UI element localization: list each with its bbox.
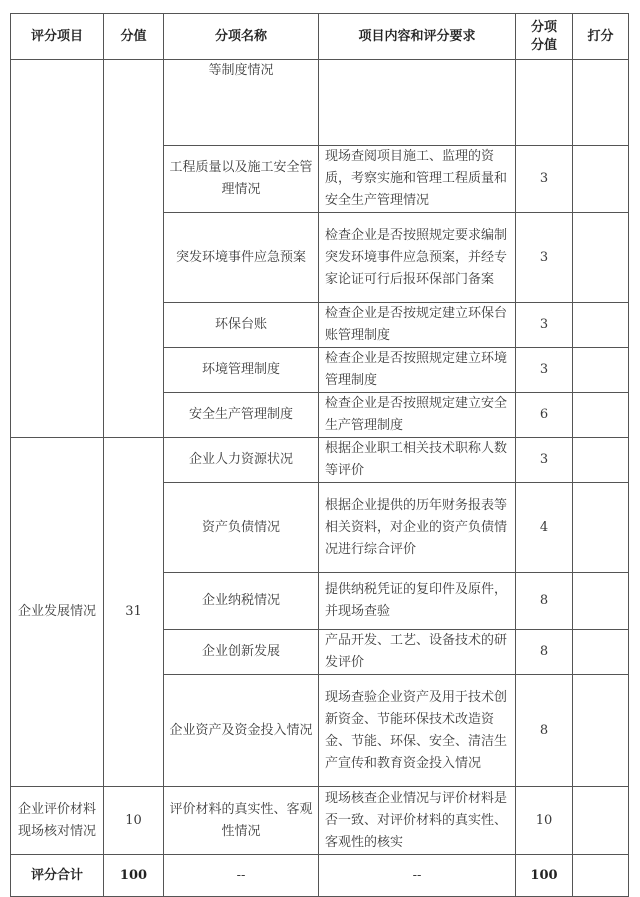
total-item-score: 100	[516, 855, 573, 897]
item-score: 8	[516, 675, 573, 787]
mark-cell[interactable]	[573, 787, 629, 855]
mark-cell[interactable]	[573, 146, 629, 213]
table-row	[11, 787, 629, 855]
header-score: 分值	[104, 14, 164, 60]
item-name: 企业纳税情况	[164, 573, 319, 630]
item-name: 安全生产管理制度	[164, 393, 319, 438]
header-category: 评分项目	[11, 14, 104, 60]
item-score: 3	[516, 213, 573, 303]
table-row	[11, 438, 629, 483]
item-name: 环境管理制度	[164, 348, 319, 393]
item-name: 企业资产及资金投入情况	[164, 675, 319, 787]
category-cell: 企业评价材料现场核对情况	[11, 787, 104, 855]
item-score: 3	[516, 348, 573, 393]
item-name: 资产负债情况	[164, 483, 319, 573]
mark-cell[interactable]	[573, 393, 629, 438]
total-mark-cell[interactable]	[573, 855, 629, 897]
header-item-score: 分项 分值	[516, 14, 573, 60]
mark-cell[interactable]	[573, 348, 629, 393]
header-item-name: 分项名称	[164, 14, 319, 60]
header-row	[11, 14, 629, 60]
item-content: 提供纳税凭证的复印件及原件，并现场查验	[319, 573, 516, 630]
item-name: 评价材料的真实性、客观性情况	[164, 787, 319, 855]
item-name: 企业人力资源状况	[164, 438, 319, 483]
item-score: 8	[516, 630, 573, 675]
total-content: --	[319, 855, 516, 897]
item-score: 3	[516, 303, 573, 348]
item-score: 3	[516, 438, 573, 483]
mark-cell[interactable]	[573, 213, 629, 303]
total-row	[11, 855, 629, 897]
score-cell-continued	[104, 60, 164, 438]
header-mark: 打分	[573, 14, 629, 60]
item-content: 检查企业是否按照规定要求编制突发环境事件应急预案，并经专家论证可行后报环保部门备案	[319, 213, 516, 303]
category-cell-continued	[11, 60, 104, 438]
total-item-name: --	[164, 855, 319, 897]
total-label: 评分合计	[11, 855, 104, 897]
item-content: 检查企业是否按规定建立环保台账管理制度	[319, 303, 516, 348]
item-score: 10	[516, 787, 573, 855]
item-name: 工程质量以及施工安全管理情况	[164, 146, 319, 213]
category-cell: 企业发展情况	[11, 438, 104, 787]
item-content: 根据企业提供的历年财务报表等相关资料，对企业的资产负债情况进行综合评价	[319, 483, 516, 573]
mark-cell[interactable]	[573, 675, 629, 787]
item-name: 企业创新发展	[164, 630, 319, 675]
item-content: 根据企业职工相关技术职称人数等评价	[319, 438, 516, 483]
header-content: 项目内容和评分要求	[319, 14, 516, 60]
item-content: 现场查验企业资产及用于技术创新资金、节能环保技术改造资金、节能、环保、安全、清洁生产宣传和教育资金投入情况	[319, 675, 516, 787]
score-cell: 10	[104, 787, 164, 855]
scoring-table	[10, 13, 629, 897]
item-content: 现场查阅项目施工、监理的资质，考察实施和管理工程质量和安全生产管理情况	[319, 146, 516, 213]
mark-cell[interactable]	[573, 303, 629, 348]
item-score: 8	[516, 573, 573, 630]
item-name: 突发环境事件应急预案	[164, 213, 319, 303]
item-content: 现场核查企业情况与评价材料是否一致、对评价材料的真实性、客观性的核实	[319, 787, 516, 855]
item-score: 4	[516, 483, 573, 573]
item-name: 环保台账	[164, 303, 319, 348]
mark-cell[interactable]	[573, 630, 629, 675]
item-score: 3	[516, 146, 573, 213]
item-content: 检查企业是否按照规定建立环境管理制度	[319, 348, 516, 393]
item-content: 产品开发、工艺、设备技术的研发评价	[319, 630, 516, 675]
table-row	[11, 60, 629, 146]
item-content: 检查企业是否按照规定建立安全生产管理制度	[319, 393, 516, 438]
mark-cell[interactable]	[573, 573, 629, 630]
item-content	[319, 60, 516, 146]
score-cell: 31	[104, 438, 164, 787]
mark-cell[interactable]	[573, 483, 629, 573]
item-score: 6	[516, 393, 573, 438]
mark-cell[interactable]	[573, 60, 629, 146]
item-score	[516, 60, 573, 146]
item-name: 等制度情况	[164, 60, 319, 146]
total-score: 100	[104, 855, 164, 897]
mark-cell[interactable]	[573, 438, 629, 483]
